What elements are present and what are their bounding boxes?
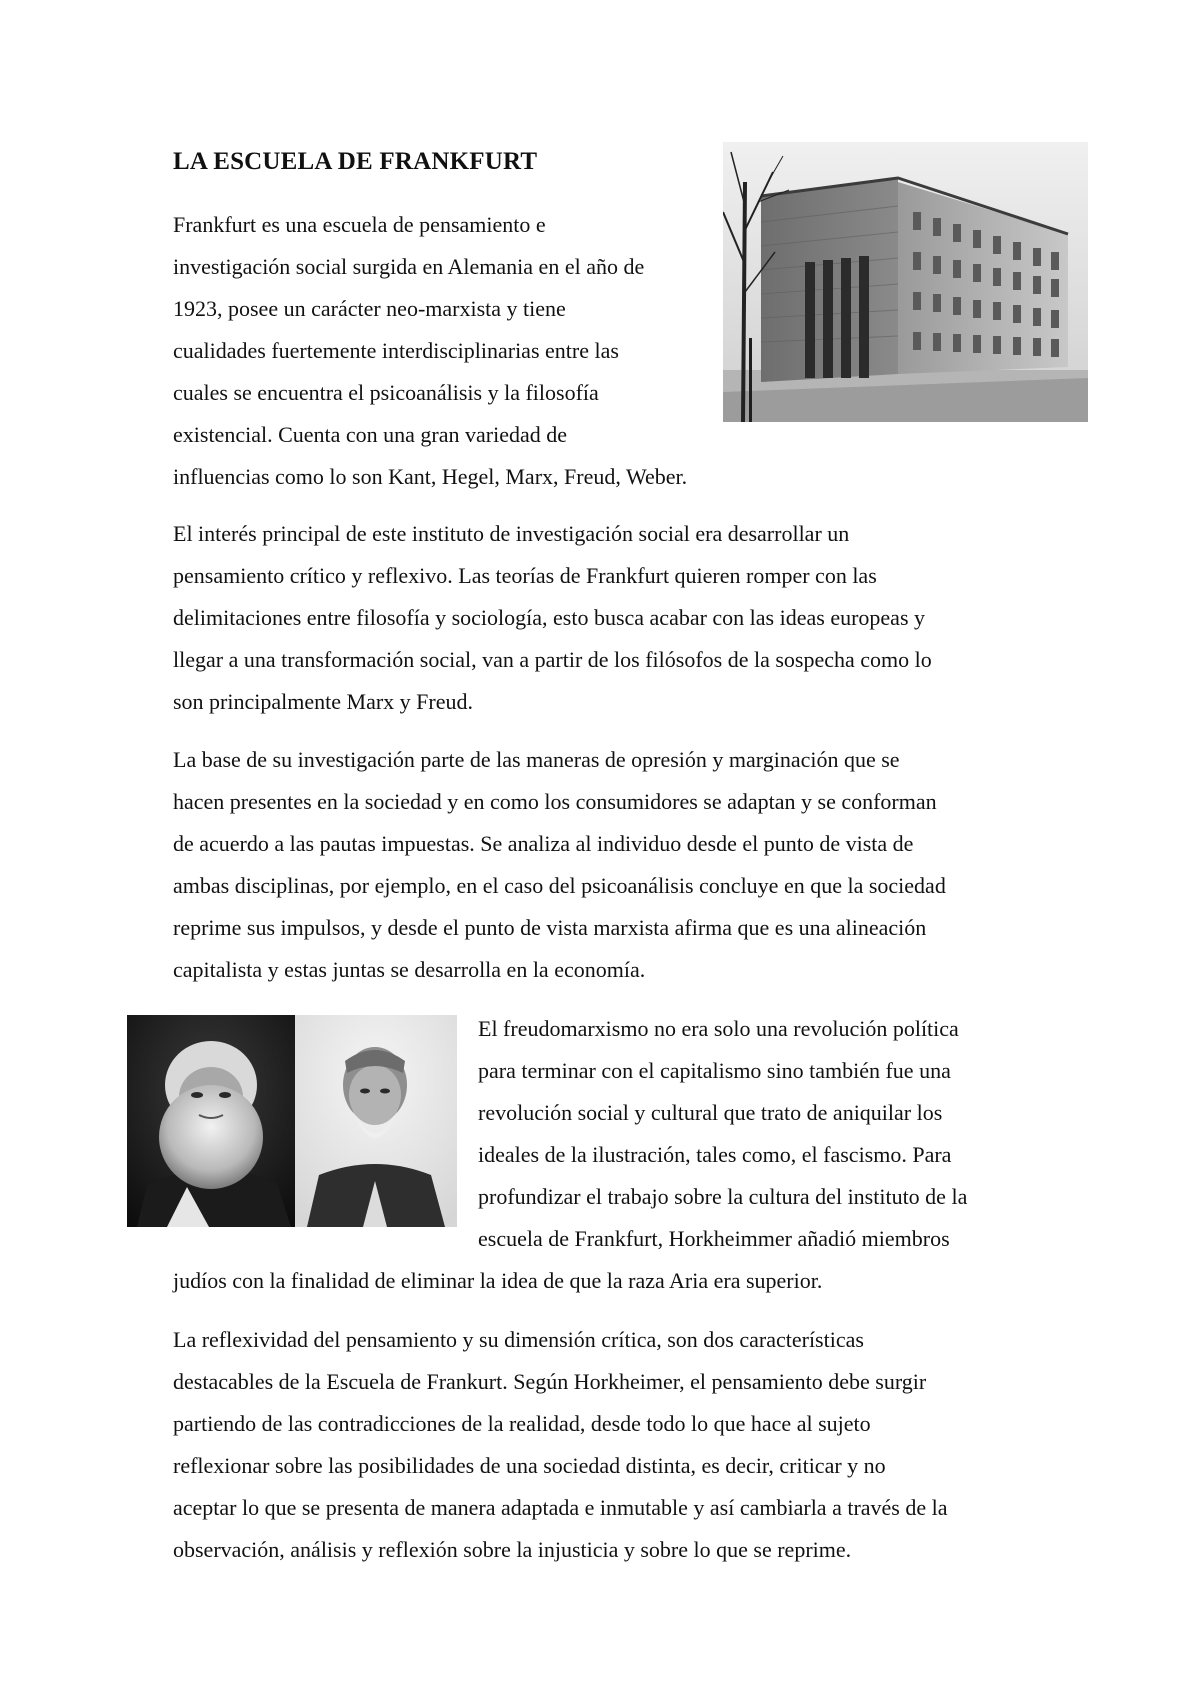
text-line: delimitaciones entre filosofía y sociología, esto busca acabar con las ideas europeas y (173, 605, 926, 630)
text-line: escuela de Frankfurt, Horkheimmer añadió miembros (478, 1226, 950, 1251)
text-line: son principalmente Marx y Freud. (173, 689, 473, 714)
paragraph-freudomarxism (173, 1008, 967, 1302)
text-line: 1923, posee un carácter neo-marxista y tiene (173, 296, 566, 321)
text-line: ambas disciplinas, por ejemplo, en el caso del psicoanálisis concluye en que la sociedad (173, 873, 946, 898)
text-line: revolución social y cultural que trato de aniquilar los (478, 1100, 943, 1125)
text-line: destacables de la Escuela de Frankurt. Según Horkheimer, el pensamiento debe surgir (173, 1369, 927, 1394)
building-illustration (723, 142, 1088, 422)
building-photo (723, 142, 1088, 422)
paragraph-intro (173, 204, 687, 498)
paragraph-interest (173, 513, 932, 723)
text-line: ideales de la ilustración, tales como, el fascismo. Para (478, 1142, 952, 1167)
text-line: profundizar el trabajo sobre la cultura del instituto de la (478, 1184, 968, 1209)
text-line: observación, análisis y reflexión sobre la injusticia y sobre lo que se reprime. (173, 1537, 852, 1562)
text-line: para terminar con el capitalismo sino también fue una (478, 1058, 951, 1083)
text-line: aceptar lo que se presenta de manera adaptada e inmutable y así cambiarla a través de la (173, 1495, 948, 1520)
text-line: capitalista y estas juntas se desarrolla en la economía. (173, 957, 646, 982)
text-line: hacen presentes en la sociedad y en como los consumidores se adaptan y se conforman (173, 789, 937, 814)
text-line: El freudomarxismo no era solo una revolución política (478, 1016, 959, 1041)
text-line: Frankfurt es una escuela de pensamiento e (173, 212, 546, 237)
text-line: llegar a una transformación social, van a partir de los filósofos de la sospecha como lo (173, 647, 932, 672)
text-line: de acuerdo a las pautas impuestas. Se analiza al individuo desde el punto de vista de (173, 831, 914, 856)
text-line: pensamiento crítico y reflexivo. Las teorías de Frankfurt quieren romper con las (173, 563, 877, 588)
text-line: reprime sus impulsos, y desde el punto de vista marxista afirma que es una alineación (173, 915, 927, 940)
document-title: LA ESCUELA DE FRANKFURT (173, 148, 538, 175)
text-line: cualidades fuertemente interdisciplinarias entre las (173, 338, 619, 363)
text-line: La reflexividad del pensamiento y su dimensión crítica, son dos características (173, 1327, 864, 1352)
paragraph-research-base (173, 739, 946, 991)
text-line: El interés principal de este instituto de investigación social era desarrollar un (173, 521, 850, 546)
text-line: partiendo de las contradicciones de la realidad, desde todo lo que hace al sujeto (173, 1411, 871, 1436)
text-line: reflexionar sobre las posibilidades de una sociedad distinta, es decir, criticar y no (173, 1453, 886, 1478)
text-line: La base de su investigación parte de las maneras de opresión y marginación que se (173, 747, 900, 772)
text-line: existencial. Cuenta con una gran variedad de (173, 422, 568, 447)
text-line: investigación social surgida en Alemania en el año de (173, 254, 645, 279)
paragraph-reflexivity (173, 1319, 948, 1571)
text-line: influencias como lo son Kant, Hegel, Marx, Freud, Weber. (173, 464, 688, 489)
text-line: judíos con la finalidad de eliminar la idea de que la raza Aria era superior. (173, 1268, 823, 1293)
text-line: cuales se encuentra el psicoanálisis y la filosofía (173, 380, 599, 405)
